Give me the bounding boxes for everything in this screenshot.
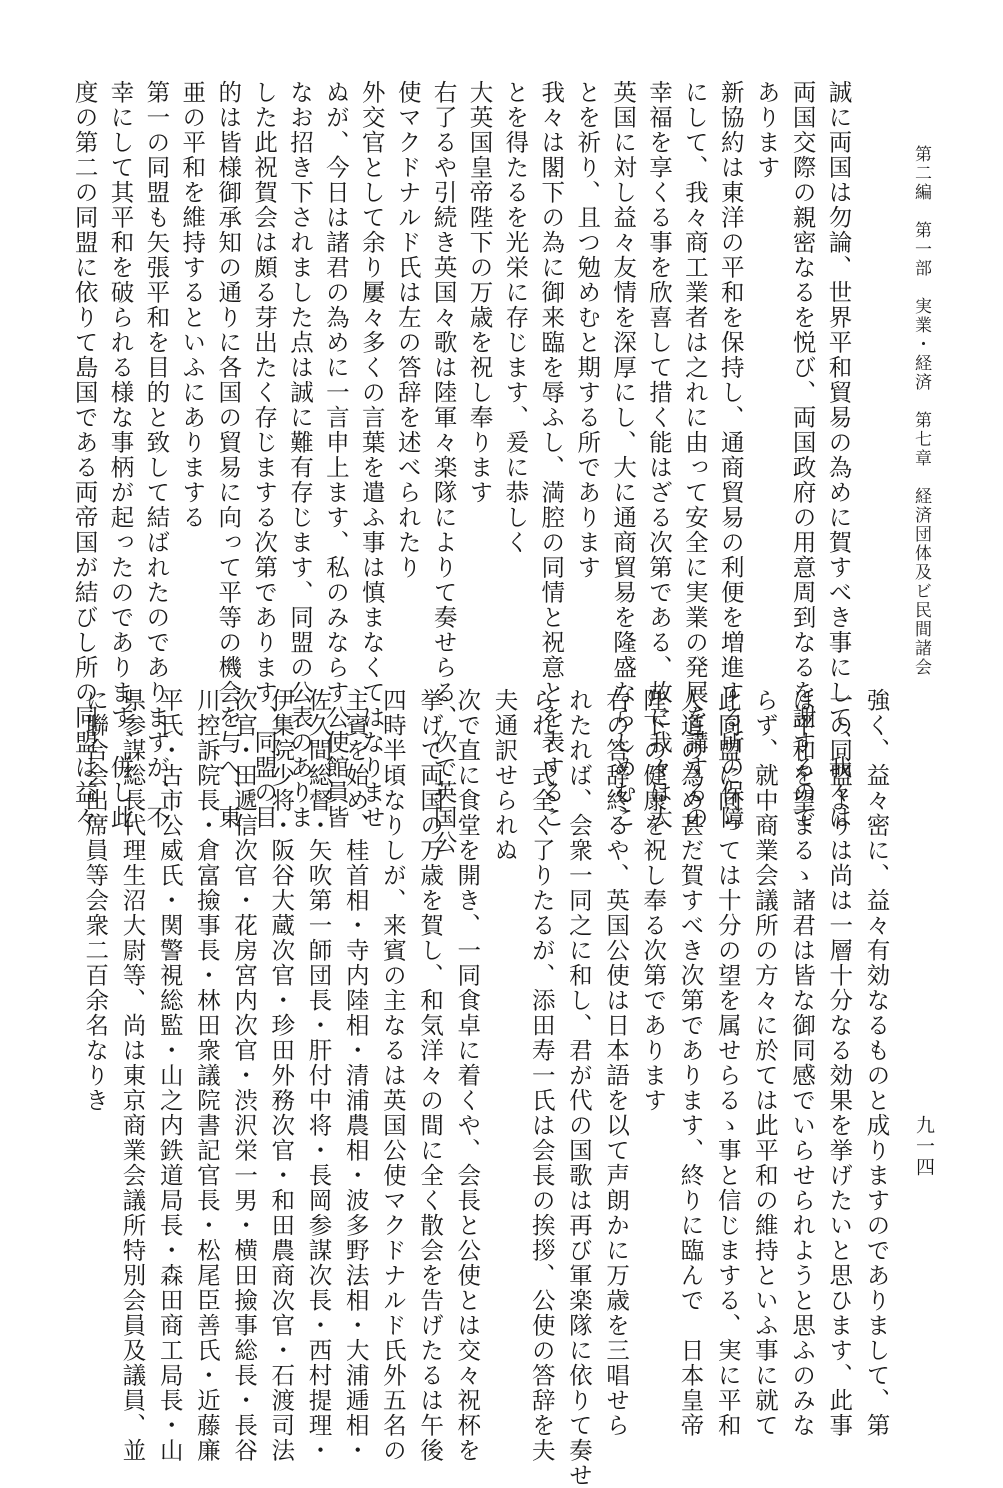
- page-number: 九一四: [913, 1115, 935, 1178]
- text-column: は平和を望まるゝ諸君は皆な御同感でいらせられようと思ふのみな: [788, 688, 817, 1438]
- text-column: 第一の同盟も矢張平和を目的と致して結ばれたのでありますが、不: [142, 80, 171, 830]
- text-column: 佐久間総督・矢吹第一師団長・肝付中将・長岡参謀次長・西村提理・: [304, 688, 333, 1463]
- text-column: 誠に両国は勿論、世界平和貿易の為めに賀すべき事にして、我々は: [824, 80, 853, 830]
- text-column: 人道の為め甚だ賀すべき次第であります、終りに臨んで 日本皇帝: [676, 688, 705, 1438]
- text-column: らず、就中商業会議所の方々に於ては此平和の維持といふ事に就て: [750, 688, 779, 1438]
- text-column: 此同盟に向っては十分の望を属せらるゝ事と信じまする、実に平和: [713, 688, 742, 1438]
- text-column: 幸福を享くる事を欣喜して措く能はざる次第である、故に我々は大: [645, 80, 673, 830]
- text-column: 両国交際の親密なるを悦び、両国政府の用意周到なるを謝するので: [788, 80, 817, 830]
- text-column: とを祈り、且つ勉めむと期する所であります: [573, 80, 602, 580]
- text-column: 的は皆様御承知の通りに各国の貿易に向って平等の機会を与へ、東: [214, 80, 243, 830]
- text-column: られ、式全く了りたるが、添田寿一氏は会長の挨拶、公使の答辞を夫: [527, 688, 556, 1463]
- text-column: ぬが、今日は諸君の為めに一言申上ます、私のみならす公使館員皆: [321, 80, 350, 830]
- text-column: 主賓を始め、桂首相・寺内陸相・清浦農相・波多野法相・大浦逓相・: [341, 688, 370, 1463]
- text-column: 平氏・古市公威氏・関警視総監・山之内鉄道局長・森田商工局長・山: [155, 688, 184, 1463]
- text-column: なお招き下されました点は誠に難有存じます、同盟の公表のありま: [286, 80, 314, 830]
- text-column: 右了るや引続き英国々歌は陸軍々楽隊によりて奏せらる、次で英国公: [429, 80, 458, 855]
- text-column: 強く、益々密に、益々有効なるものと成りますのでありまして、第: [862, 688, 891, 1438]
- running-header: 第二編 第一部 実業・経済 第七章 経済団体及ビ民間諸会: [911, 145, 931, 677]
- text-column: 幸にして其平和を破られる様な事柄が起ったのであります、併し此: [106, 80, 135, 830]
- text-column: 挙げて両国の万歳を賀し、和気洋々の間に全く散会を告げたるは午後: [416, 688, 445, 1463]
- text-column: 川控訴院長・倉富撿事長・林田衆議院書記官長・松尾臣善氏・近藤廉: [192, 688, 221, 1463]
- text-column: 新協約は東洋の平和を保持し、通商貿易の利便を増進する所の保障: [716, 80, 745, 830]
- text-column: 外交官として余り屢々多くの言葉を遣ふ事は慎まなくてはなりませ: [357, 80, 386, 830]
- text-column: 県参謀総長代理生沼大尉等、尚は東京商業会議所特別会員及議員、並: [118, 688, 147, 1463]
- text-column: 亜の平和を維持するといふにありまする: [178, 80, 207, 530]
- text-column: れたれば、会衆一同之に和し、君が代の国歌は再び軍楽隊に依りて奏せ: [564, 688, 593, 1488]
- text-column: 四時半頃なりしが、来賓の主なるは英国公使マクドナルド氏外五名の: [378, 688, 407, 1463]
- text-column: にして、我々商工業者は之れに由って安全に実業の発展を講するの: [680, 80, 709, 830]
- text-column: 伊集院少将・阪谷大蔵次官・珍田外務次官・和田農商次官・石渡司法: [267, 688, 296, 1463]
- text-column: した此祝賀会は頗る芽出たく存じまする次第であります、同盟の目: [250, 80, 279, 830]
- text-column: 夫通訳せられぬ: [490, 688, 519, 863]
- text-column: に聯合会出席員等会衆二百余名なりき: [81, 688, 110, 1113]
- text-column: 右の答辞終るや、英国公使は日本語を以て声朗かに万歳を三唱せら: [602, 688, 631, 1438]
- text-column: 次官・田遞信次官・花房宮内次官・渋沢栄一男・横田撿事総長・長谷: [230, 688, 259, 1463]
- text-column: 度の第二の同盟に依りて島国である両帝国が結びし所の同盟は益々: [70, 80, 99, 830]
- text-column: 使マクドナルド氏は左の答辞を述べられたり: [393, 80, 422, 580]
- text-column: 英国に対し益々友情を深厚にし、大に通商貿易を隆盛ならしめむこ: [609, 80, 638, 830]
- text-column: 陛下の健康を祝し奉る次第であります: [639, 688, 668, 1113]
- text-column: 我々は閣下の為に御来臨を辱ふし、満腔の同情と祝意とを表するこ: [537, 80, 566, 830]
- text-column: とを得たるを光栄に存じます、爰に恭しく: [501, 80, 530, 555]
- text-column: 大英国皇帝陛下の万歳を祝し奉ります: [465, 80, 494, 505]
- text-column: 次で直に食堂を開き、一同食卓に着くや、会長と公使とは交々祝杯を: [453, 688, 482, 1463]
- text-column: 一の同盟よりは尚は一層十分なる効果を挙げたいと思ひます、此事: [825, 688, 854, 1438]
- text-column: あります: [752, 80, 781, 180]
